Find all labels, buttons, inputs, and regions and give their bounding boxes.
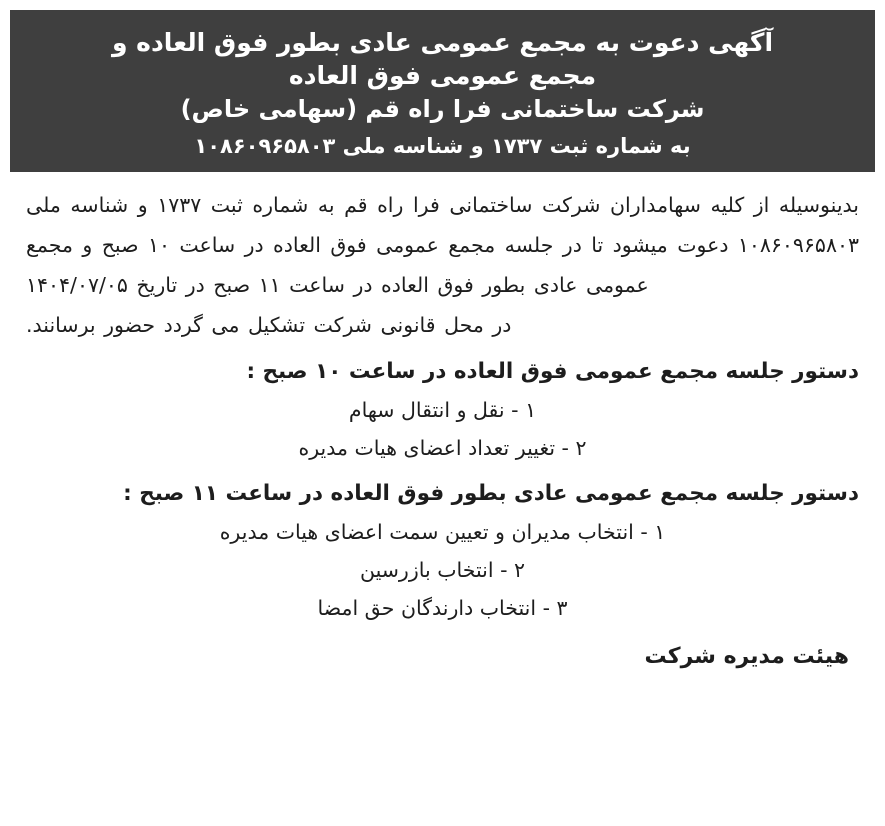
notice-body <box>10 172 875 670</box>
agenda-2-list <box>26 514 859 628</box>
list-item: ۳ - انتخاب دارندگان حق امضا <box>317 596 568 621</box>
header-registration-info: به شماره ثبت ۱۷۳۷ و شناسه ملی ۱۰۸۶۰۹۶۵۸۰۳ <box>194 133 691 158</box>
header-title-line-1: آگهی دعوت به مجمع عمومی عادی بطور فوق العاده و <box>111 28 774 57</box>
invitation-paragraph-text: بدینوسیله از کلیه سهامداران شرکت ساختمانی فرا راه قم به شماره ثبت ۱۷۳۷ و شناسه ملی ۱۰۸۶۰۹۶۵۸۰۳ دعوت میشود تا در جلسه مجمع عمومی فوق العاده در ساعت ۱۰ صبح و مجمع عمومی عادی بطور فوق العاده در ساعت ۱۱ صبح در تاریخ ۱۴۰۴/۰۷/۰۵ <box>26 192 859 297</box>
signature-line: هیئت مدیره شرکت <box>644 644 849 670</box>
agenda-2-title: دستور جلسه مجمع عمومی عادی بطور فوق العاده در ساعت ۱۱ صبح : <box>123 480 859 506</box>
agenda-1-list <box>26 392 859 468</box>
invitation-paragraph <box>26 186 859 346</box>
list-item: ۱ - انتخاب مدیران و تعیین سمت اعضای هیات مدیره <box>219 520 666 545</box>
list-item: ۲ - تغییر تعداد اعضای هیات مدیره <box>298 436 587 461</box>
notice-header <box>10 10 875 172</box>
invitation-paragraph-last-line: در محل قانونی شرکت تشکیل می گردد حضور برسانند. <box>26 312 512 337</box>
header-title-line-3: شرکت ساختمانی فرا راه قم (سهامی خاص) <box>180 95 705 123</box>
header-title-line-2: مجمع عمومی فوق العاده <box>288 61 597 90</box>
agenda-1-title: دستور جلسه مجمع عمومی فوق العاده در ساعت ۱۰ صبح : <box>246 358 859 384</box>
list-item: ۱ - نقل و انتقال سهام <box>348 398 537 423</box>
list-item: ۲ - انتخاب بازرسین <box>359 558 526 583</box>
